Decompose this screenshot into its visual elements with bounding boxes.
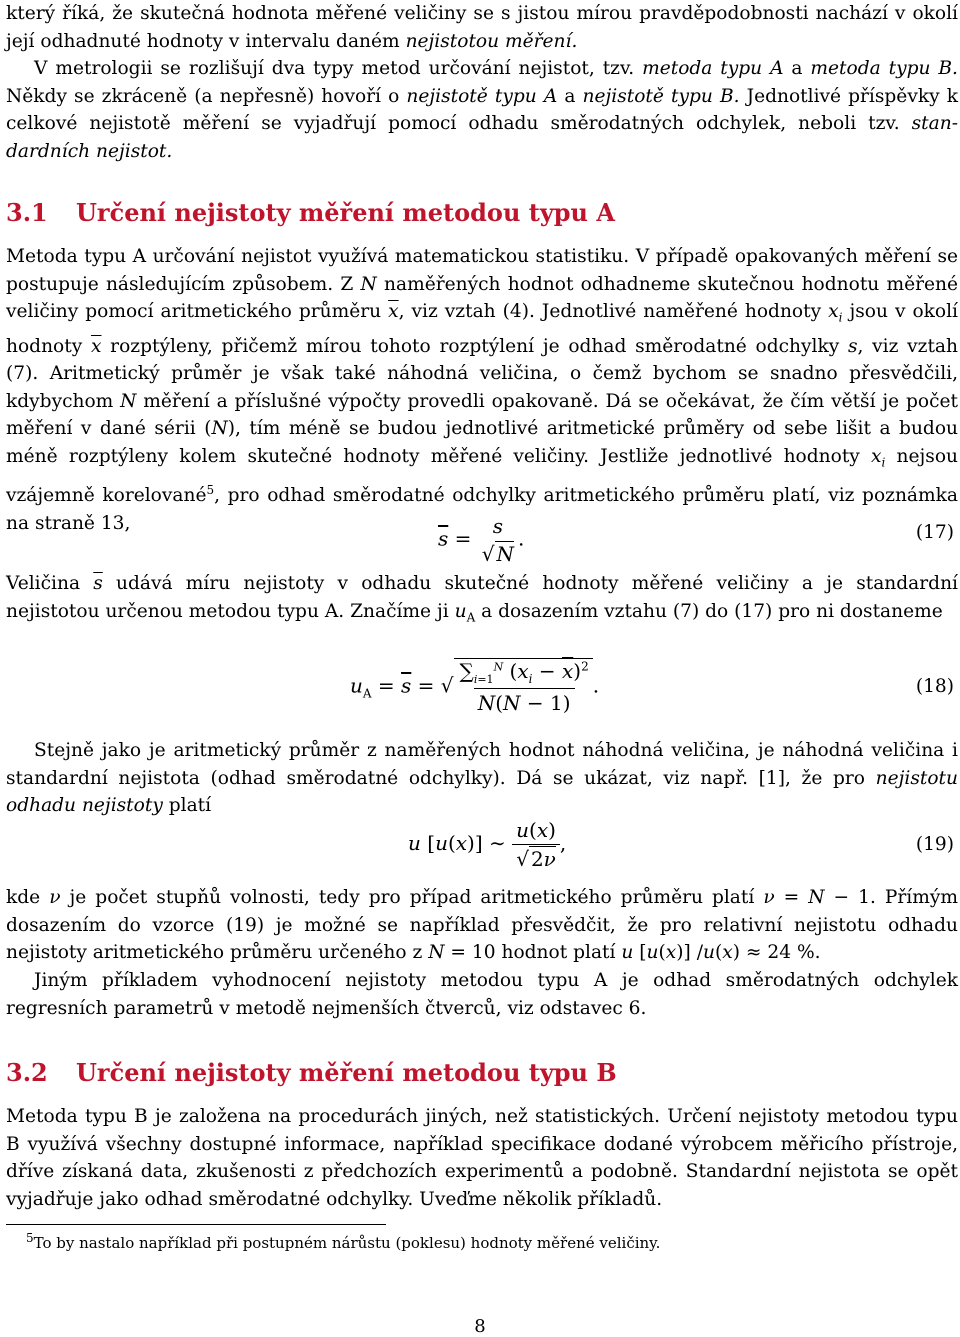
footnote-rule bbox=[6, 1224, 386, 1225]
emphasis: stan-dardních nejistot. bbox=[6, 113, 958, 162]
section-3-1-paragraph-2: Veličina $\overline{s}$ udává míru nejistoty v odhadu skutečné hodnoty měřené veličiny a je standardní nejistotou určenou metodou typu A. Značíme ji $u_A$ a dosazením vztahu (7) do (17) pro ni dostaneme bbox=[6, 573, 958, 625]
emphasis: metoda typu B. bbox=[810, 58, 958, 80]
emphasis: nejistotě typu A bbox=[406, 85, 558, 107]
section-title: Určení nejistoty měření metodou typu A bbox=[76, 198, 615, 227]
footnote-mark: 5 bbox=[206, 483, 215, 498]
section-title: Určení nejistoty měření metodou typu B bbox=[76, 1058, 617, 1087]
emphasis: metoda typu A bbox=[642, 58, 784, 80]
page-number: 8 bbox=[474, 1316, 486, 1337]
section-3-1-paragraph: Metoda typu A určování nejistot využívá matematickou statistiku. V případě opakovaných měření se postupuje následujícím způsobem. Z N naměřených hodnot odhadneme skutečnou hodnotu měřené veličiny pomocí aritmetického průměru $\overline{x}$, viz vztah (4). Jednotlivé naměřené hodnoty $x_i$ jsou v okolí hodnoty $\overline{x}$ rozptýleny, přičemž mírou tohoto rozptýlení je odhad směrodatné odchylky s, viz vztah (7). Aritmetický průměr je však také náhodná veličina, o čemž bychom se snadno přesvědčili, kdybychom N měření a příslušné výpočty provedli opakovaně. Dá se očekávat, že čím větší je počet měření v dané sérii (N), tím méně se budou jednotlivé aritmetické průměry od sebe lišit a budou méně rozptýleny kolem skutečné hodnoty měřené veličiny. Jestliže jednotlivé hodnoty $x_i$ nejsou vzájemně korelované$^5$, pro odhad směrodatné odchylky aritmetického průměru platí, viz poznámka na straně 13, bbox=[6, 246, 959, 534]
footnote-mark: 5 bbox=[26, 1231, 34, 1245]
section-3-1-paragraph-4: kde ν je počet stupňů volnosti, tedy pro případ aritmetického průměru platí ν = N − 1. Přímým dosazením do vzorce (19) je možné se například přesvědčit, že pro relativní nejistotu odhadu nejistoty aritmetického průměru určeného z N = 10 hodnot platí u [u(x)] /u(x) ≈ 24 %. bbox=[6, 887, 959, 964]
footnote bbox=[26, 1228, 660, 1253]
intro-line: k celkové nejistotě měření se vyjadřují pomocí odhadu směrodatných odchylek, neboli tzv. bbox=[6, 85, 958, 135]
equation-17: $\overline{s}$ = s √ N . (17) bbox=[438, 514, 954, 566]
intro-line: V metrologii se rozlišují dva typy metod určování nejistot, tzv. bbox=[34, 58, 643, 80]
emphasis: nejistotou měření. bbox=[405, 30, 578, 52]
intro-line: Někdy se zkráceně (a nepřesně) hovoří o bbox=[6, 85, 407, 107]
section-heading-3-1 bbox=[6, 198, 615, 227]
equation-18: $u_A = \overline{s}$ = √ $\frac{\sum_{i=1}^N (x_i - \overline{x})^2}{N(N - 1)}$ . (18) bbox=[350, 659, 954, 715]
emphasis: nejistotě typu B. bbox=[582, 85, 740, 107]
section-number: 3.2 bbox=[6, 1058, 48, 1087]
intro-line: její odhadnuté hodnoty v intervalu daném bbox=[6, 30, 406, 52]
section-3-1-paragraph-5: Jiným příkladem vyhodnocení nejistoty metodou typu A je odhad směrodatných odchylek regresních parametrů v metodě nejmenších čtverců, viz odstavec 6. bbox=[6, 970, 958, 1019]
section-heading-3-2 bbox=[6, 1058, 617, 1087]
section-3-2-paragraph: Metoda typu B je založena na procedurách jiných, než statistických. Určení nejistoty metodou typu B využívá všechny dostupné informace, například specifikace dodané výrobcem měřicího přístroje, dříve získaná data, zkušenosti z předchozích experimentů a podobně. Standardní nejistota se opět vyjadřuje jako odhad směrodatné odchylky. Uveďme několik příkladů. bbox=[6, 1106, 958, 1210]
equation-19: u [u(x)] ∼ $\frac{u(x)}{√ 2\nu}$ , (19) bbox=[408, 818, 954, 871]
equation-number: (18) bbox=[915, 676, 954, 697]
section-number: 3.1 bbox=[6, 198, 48, 227]
intro-line: který říká, že skutečná hodnota měřené veličiny se s jistou mírou pravděpodobnosti nachází v okolí bbox=[6, 3, 958, 24]
footnote-text: To by nastalo například při postupném nárůstu (poklesu) hodnoty měřené veličiny. bbox=[33, 1234, 661, 1252]
intro-paragraph: který říká, že skutečná hodnota měřené veličiny se s jistou mírou pravděpodobnosti nachází v okolí její odhadnuté hodnoty v intervalu daném nejistotou měření. V metrologii se rozlišují dva typy metod určování nejistot, tzv. metoda typu A a metoda typu B. Někdy se zkráceně (a nepřesně) hovoří o nejistotě typu A a nejistotě typu B. Jednotlivé příspěvky k celkové nejistotě měření se vyjadřují pomocí odhadu směrodatných odchylek, neboli tzv. stan-dardních nejistot. bbox=[6, 3, 958, 162]
equation-number: (19) bbox=[915, 834, 954, 855]
section-3-1-paragraph-3: Stejně jako je aritmetický průměr z naměřených hodnot náhodná veličina, je náhodná veličina i standardní nejistota (odhad směrodatné odchylky). Dá se ukázat, viz např. [1], že pro nejistotu odhadu nejistoty platí bbox=[6, 740, 958, 817]
equation-number: (17) bbox=[915, 522, 954, 543]
